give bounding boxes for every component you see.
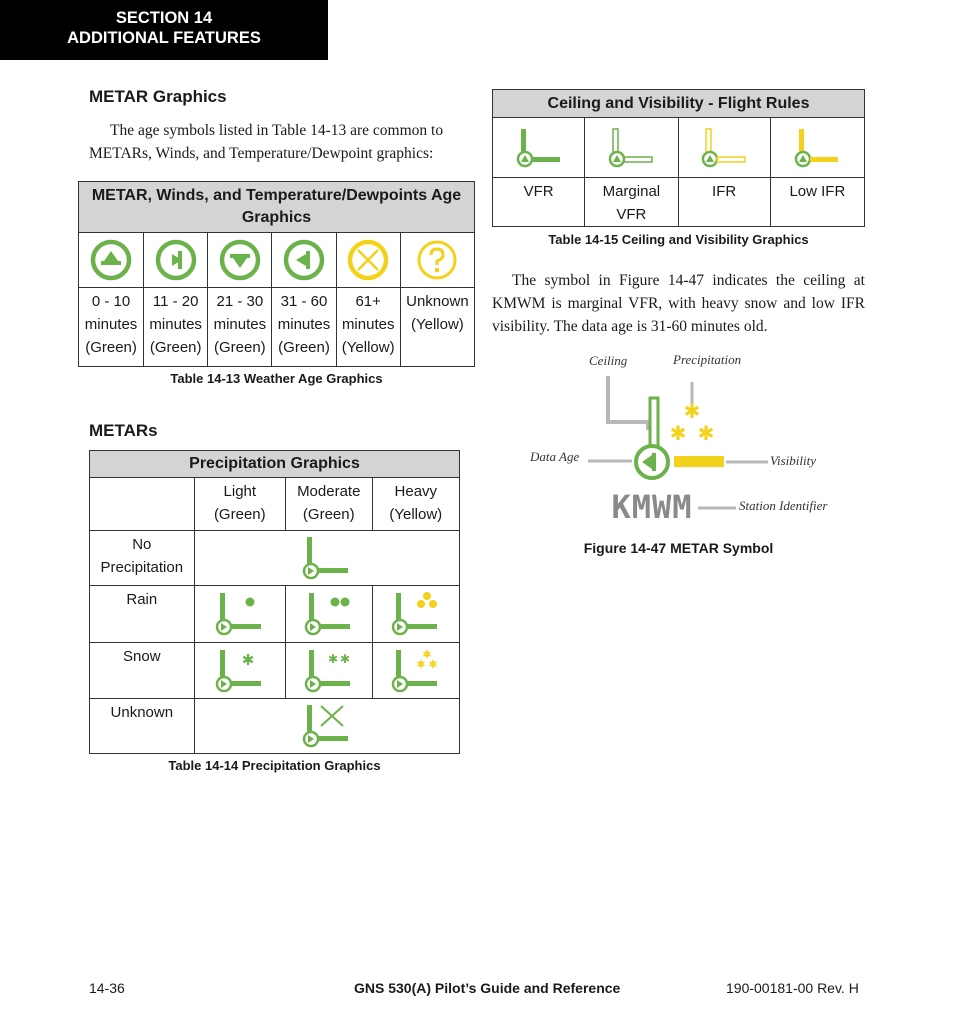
marginal-vfr-ceiling-icon — [605, 125, 657, 171]
age-21-30-icon — [217, 237, 263, 283]
snow-light-icon — [214, 648, 266, 694]
precip-col-moderate: Moderate (Green) — [285, 478, 372, 531]
svg-text:✱: ✱ — [683, 399, 701, 423]
footer-page-number: 14-36 — [89, 980, 125, 996]
metar-graphics-heading: METAR Graphics — [89, 87, 227, 106]
ceiling-col-vfr: VFR — [493, 178, 585, 227]
age-table-header: METAR, Winds, and Temperature/Dewpoints Age Graphics — [79, 182, 475, 233]
snow-heavy-icon — [390, 648, 442, 694]
precip-row-rain: Rain — [90, 586, 195, 643]
age-label-11-20: 11 - 20 minutes (Green) — [144, 288, 208, 367]
rain-heavy-icon — [390, 591, 442, 637]
ceiling-col-marginal-vfr: Marginal VFR — [585, 178, 678, 227]
age-label-21-30: 21 - 30 minutes (Green) — [208, 288, 272, 367]
section-number: SECTION 14 — [115, 9, 213, 27]
precip-table-header: Precipitation Graphics — [90, 451, 460, 478]
precip-row-unknown: Unknown — [90, 699, 195, 754]
precipitation-table — [89, 450, 460, 754]
ceiling-visibility-table — [492, 89, 865, 227]
fig-label-precipitation: Precipitation — [673, 352, 742, 367]
precip-col-light: Light (Green) — [194, 478, 285, 531]
precip-table-caption: Table 14-14 Precipitation Graphics — [168, 758, 381, 773]
ceiling-table-caption: Table 14-15 Ceiling and Visibility Graphics — [548, 232, 809, 247]
metars-heading: METARs — [89, 421, 158, 440]
figure-caption: Figure 14-47 METAR Symbol — [583, 540, 774, 556]
svg-text:✱: ✱ — [428, 657, 438, 671]
svg-text:✱: ✱ — [422, 647, 432, 661]
vfr-ceiling-icon — [513, 125, 565, 171]
rain-light-icon — [214, 591, 266, 637]
age-unknown-icon — [414, 237, 460, 283]
svg-text:✱: ✱ — [669, 421, 687, 445]
station-identifier-text: KMWM — [611, 488, 693, 526]
age-label-0-10: 0 - 10 minutes (Green) — [79, 288, 144, 367]
footer-document-title: GNS 530(A) Pilot’s Guide and Reference — [354, 980, 621, 996]
svg-text:✱: ✱ — [697, 421, 715, 445]
age-11-20-icon — [153, 237, 199, 283]
snow-moderate-icon — [303, 648, 355, 694]
age-label-31-60: 31 - 60 minutes (Green) — [272, 288, 336, 367]
rain-moderate-icon — [303, 591, 355, 637]
fig-label-data-age: Data Age — [530, 449, 580, 464]
age-table-caption: Table 14-13 Weather Age Graphics — [170, 371, 383, 386]
ifr-ceiling-icon — [698, 125, 750, 171]
precip-row-none: No Precipitation — [90, 531, 195, 586]
precip-col-heavy: Heavy (Yellow) — [372, 478, 459, 531]
svg-text:✱: ✱ — [327, 651, 338, 666]
no-precip-icon — [301, 535, 353, 581]
unknown-precip-icon — [301, 703, 353, 749]
svg-text:✱: ✱ — [339, 651, 350, 666]
section-title: ADDITIONAL FEATURES — [67, 29, 261, 47]
age-31-60-icon — [281, 237, 327, 283]
section-tab — [0, 0, 328, 60]
ceiling-col-ifr: IFR — [678, 178, 770, 227]
low-ifr-ceiling-icon — [791, 125, 843, 171]
age-0-10-icon — [88, 237, 134, 283]
fig-label-station-identifier: Station Identifier — [739, 498, 828, 513]
metar-symbol-figure — [580, 370, 770, 530]
svg-text:✱: ✱ — [416, 657, 426, 671]
fig-label-ceiling: Ceiling — [589, 353, 628, 368]
figure-description: The symbol in Figure 14-47 indicates the ceiling at KMWM is marginal VFR, with heavy snow and low IFR visibility. The data age is 31-60 minutes old. — [492, 272, 865, 335]
age-label-unknown: Unknown (Yellow) — [400, 288, 474, 367]
ceiling-col-low-ifr: Low IFR — [770, 178, 864, 227]
age-label-61-plus: 61+ minutes (Yellow) — [336, 288, 400, 367]
age-graphics-table — [78, 181, 475, 367]
ceiling-table-header: Ceiling and Visibility - Flight Rules — [493, 90, 865, 118]
age-61-plus-icon — [345, 237, 391, 283]
svg-text:✱: ✱ — [241, 650, 255, 669]
precip-row-snow: Snow — [90, 643, 195, 699]
metar-graphics-paragraph: The age symbols listed in Table 14-13 are common to METARs, Winds, and Temperature/Dewpoint graphics: — [89, 122, 444, 162]
fig-label-visibility: Visibility — [770, 453, 816, 468]
footer-document-number: 190-00181-00 Rev. H — [726, 980, 859, 996]
